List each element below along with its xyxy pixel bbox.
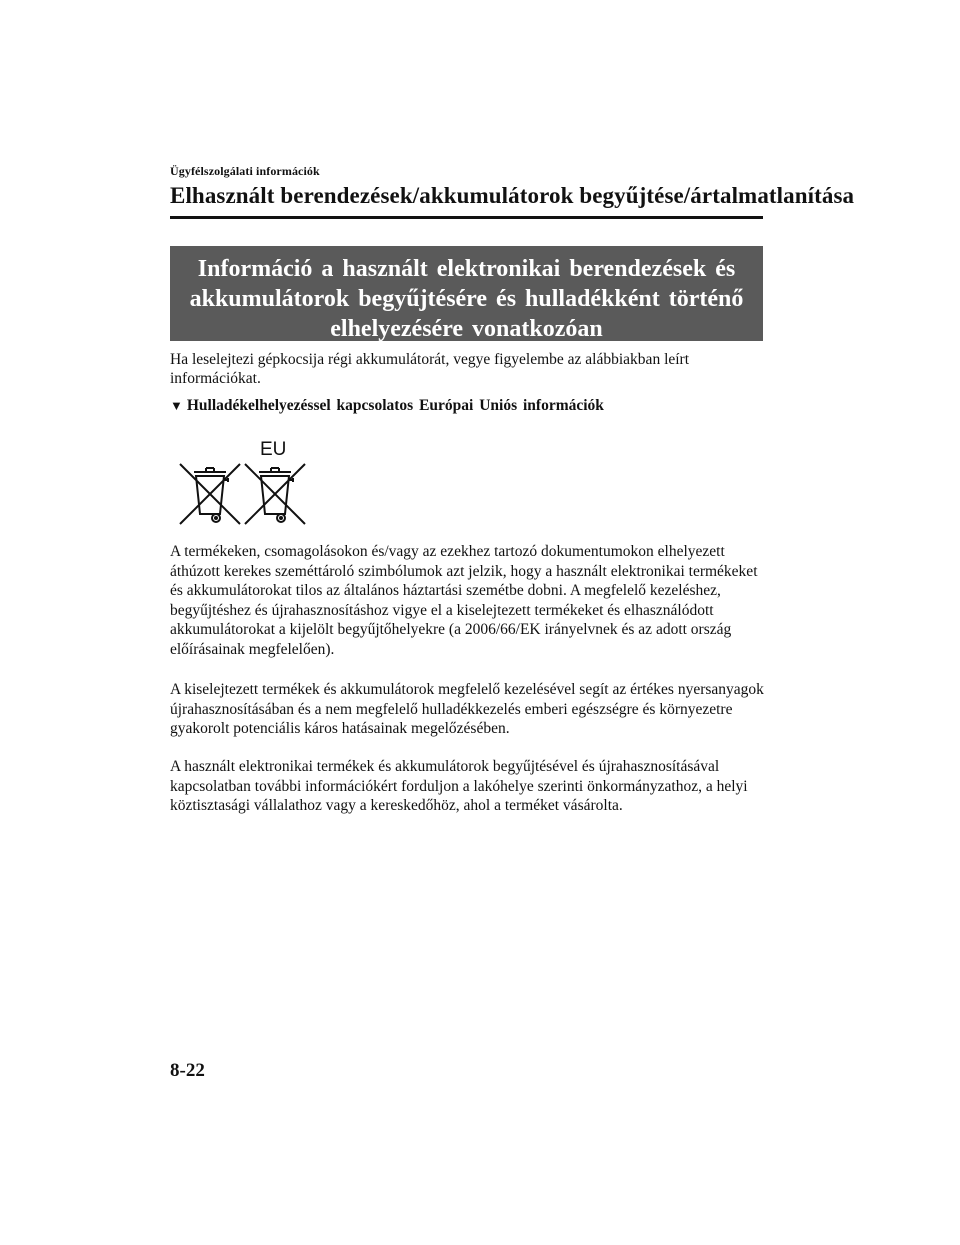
weee-symbols (170, 436, 310, 528)
section-label: Ügyfélszolgálati információk (170, 164, 320, 178)
intro-paragraph: Ha leselejtezi gépkocsija régi akkumulátorát, vegye figyelembe az alábbiakban leírt információkat. (170, 351, 690, 387)
crossed-out-wheeled-bin-icon (245, 464, 305, 524)
body-paragraph: A termékeken, csomagolásokon és/vagy az ezekhez tartozó dokumentumokon elhelyezett áthúzott kerekes szeméttároló szimbólumok azt jelzik, hogy a használt elektronikai termékeket és akkumulátorokat tilos az általános háztartási szemétbe dobni. A megfelelő kezeléshez, begyűjtéshez és újrahasznosításhoz vigye el a kiselejtezett termékeket és elhasználódott akkumulátorokat a kijelölt begyűjtőhelyekre (a 2006/66/EK irányelvnek és az adott ország előírásainak megfelelően). (170, 543, 758, 658)
body-paragraph: A használt elektronikai termékek és akkumulátorok begyűjtésével és újrahasznosításával kapcsolatban további információkért forduljon a lakóhelye szerinti önkormányzathoz, a helyi köztisztasági vállalathoz vagy a kereskedőhöz, ahol a terméket vásárolta. (170, 758, 748, 815)
section-title-line-1: Információ a használt elektronikai berendezések és (197, 256, 736, 282)
body-paragraph: A kiselejtezett termékek és akkumulátorok megfelelő kezelésével segít az értékes nyersanyagok újrahasznosításában és a nem megfelelő hulladékkezelés emberi egészségre és környezetre gyakorolt potenciális káros hatásainak megelőzésében. (170, 681, 764, 738)
crossed-out-wheeled-bin-icon (180, 464, 240, 524)
subheading (170, 397, 763, 415)
page-title: Elhasznált berendezések/akkumulátorok begyűjtése/ártalmatlanítása (170, 183, 855, 208)
section-title-line-3: elhelyezésére vonatkozóan (330, 316, 603, 342)
section-title-line-2: akkumulátorok begyűjtésére és hulladékként történő (189, 286, 744, 312)
subheading-text: Hulladékelhelyezéssel kapcsolatos Európai Uniós információk (186, 397, 604, 414)
section-title-box (170, 246, 763, 341)
header-divider (170, 216, 763, 219)
triangle-marker-icon: ▼ (170, 398, 183, 413)
page-number: 8-22 (170, 1060, 205, 1081)
eu-label: EU (260, 439, 287, 460)
